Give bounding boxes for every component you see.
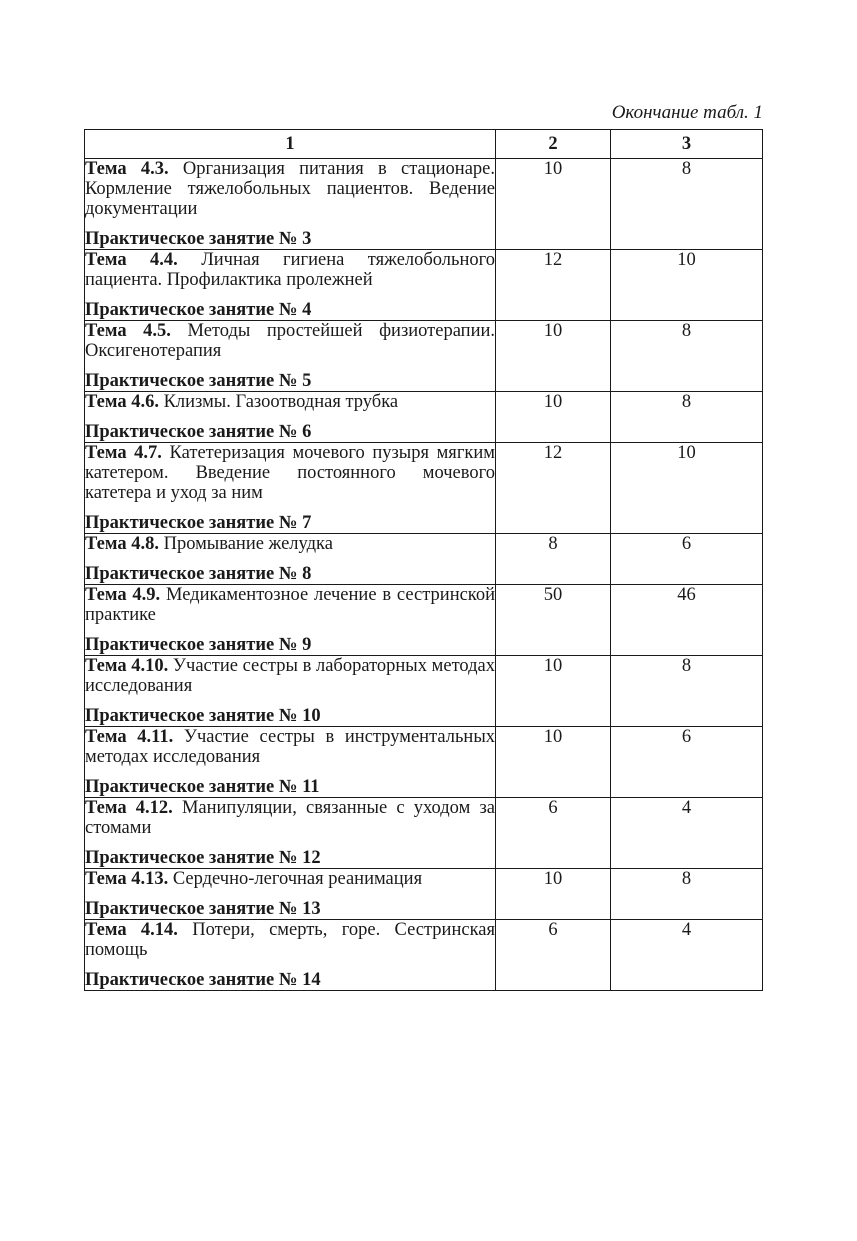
topic-description — [85, 727, 495, 767]
topic-label: Тема 4.6. — [85, 392, 159, 412]
topic-cell — [85, 392, 496, 443]
topic-cell — [85, 321, 496, 392]
topic-label: Тема 4.5. — [85, 321, 171, 341]
practice-session-label: Практическое занятие № 5 — [85, 371, 312, 391]
hours-col-3: 46 — [611, 585, 763, 656]
hours-col-2: 10 — [496, 869, 611, 920]
topic-label: Тема 4.8. — [85, 534, 159, 554]
topic-cell — [85, 443, 496, 534]
hours-col-3: 6 — [611, 727, 763, 798]
practice-session-label: Практическое занятие № 6 — [85, 422, 312, 442]
table-row — [85, 392, 763, 443]
hours-col-3: 10 — [611, 250, 763, 321]
hours-col-2: 10 — [496, 321, 611, 392]
topic-description — [85, 443, 495, 503]
header-col-1: 1 — [85, 130, 496, 159]
curriculum-table — [84, 129, 763, 991]
topic-cell — [85, 585, 496, 656]
topic-title: Методы простейшей физиотерапии. Оксигенотерапия — [85, 321, 496, 361]
table-row — [85, 727, 763, 798]
topic-label: Тема 4.3. — [85, 159, 169, 179]
hours-col-3: 8 — [611, 321, 763, 392]
hours-col-2: 6 — [496, 798, 611, 869]
hours-col-2: 10 — [496, 727, 611, 798]
topic-title: Организация питания в стационаре. Кормление тяжелобольных пациентов. Ведение документации — [85, 159, 496, 219]
hours-col-2: 10 — [496, 392, 611, 443]
topic-description — [85, 585, 495, 625]
topic-cell — [85, 159, 496, 250]
table-row — [85, 920, 763, 991]
hours-col-3: 8 — [611, 656, 763, 727]
topic-description — [85, 392, 495, 412]
table-row — [85, 798, 763, 869]
topic-description — [85, 159, 495, 219]
hours-col-3: 8 — [611, 392, 763, 443]
header-col-2: 2 — [496, 130, 611, 159]
topic-title: Катетеризация мочевого пузыря мягким катетером. Введение постоянного мочевого катетера и уход за ним — [85, 443, 495, 503]
table-row — [85, 159, 763, 250]
hours-col-2: 12 — [496, 250, 611, 321]
topic-label: Тема 4.13. — [85, 869, 169, 889]
practice-session-label: Практическое занятие № 7 — [85, 513, 312, 533]
hours-col-2: 8 — [496, 534, 611, 585]
table-caption: Окончание табл. 1 — [611, 102, 763, 123]
topic-cell — [85, 656, 496, 727]
hours-col-2: 50 — [496, 585, 611, 656]
topic-title: Участие сестры в лабораторных методах исследования — [85, 656, 496, 696]
topic-label: Тема 4.7. — [85, 443, 162, 463]
practice-session-label: Практическое занятие № 9 — [85, 635, 312, 655]
table-row — [85, 321, 763, 392]
topic-label: Тема 4.9. — [85, 585, 161, 605]
hours-col-3: 8 — [611, 159, 763, 250]
topic-description — [85, 321, 495, 361]
topic-cell — [85, 250, 496, 321]
hours-col-2: 12 — [496, 443, 611, 534]
header-row — [85, 130, 763, 159]
hours-col-2: 10 — [496, 159, 611, 250]
practice-session-label: Практическое занятие № 4 — [85, 300, 312, 320]
topic-label: Тема 4.12. — [85, 798, 173, 818]
topic-title: Медикаментозное лечение в сестринской практике — [85, 585, 496, 625]
hours-col-3: 10 — [611, 443, 763, 534]
table-row — [85, 656, 763, 727]
topic-title: Участие сестры в инструментальных методах исследования — [85, 727, 495, 767]
hours-col-3: 8 — [611, 869, 763, 920]
topic-description — [85, 920, 495, 960]
topic-description — [85, 798, 495, 838]
topic-label: Тема 4.4. — [85, 250, 178, 270]
header-col-3: 3 — [611, 130, 763, 159]
hours-col-3: 6 — [611, 534, 763, 585]
practice-session-label: Практическое занятие № 10 — [85, 706, 321, 726]
practice-session-label: Практическое занятие № 12 — [85, 848, 321, 868]
practice-session-label: Практическое занятие № 8 — [85, 564, 312, 584]
topic-cell — [85, 534, 496, 585]
topic-title: Сердечно-легочная реанимация — [172, 869, 423, 889]
topic-label: Тема 4.14. — [85, 920, 178, 940]
table-row — [85, 250, 763, 321]
table-row — [85, 443, 763, 534]
table-row — [85, 869, 763, 920]
hours-col-3: 4 — [611, 920, 763, 991]
topic-cell — [85, 920, 496, 991]
topic-cell — [85, 798, 496, 869]
practice-session-label: Практическое занятие № 11 — [85, 777, 320, 797]
topic-description — [85, 656, 495, 696]
topic-title: Потери, смерть, горе. Сестринская помощь — [85, 920, 495, 960]
topic-title: Манипуляции, связанные с уходом за стомами — [85, 798, 495, 838]
topic-title: Личная гигиена тяжелобольного пациента. Профилактика пролежней — [85, 250, 496, 290]
topic-label: Тема 4.10. — [85, 656, 169, 676]
topic-description — [85, 250, 495, 290]
topic-cell — [85, 869, 496, 920]
topic-title: Промывание желудка — [163, 534, 333, 554]
topic-description — [85, 869, 495, 889]
practice-session-label: Практическое занятие № 3 — [85, 229, 312, 249]
practice-session-label: Практическое занятие № 13 — [85, 899, 321, 919]
table-row — [85, 585, 763, 656]
hours-col-2: 10 — [496, 656, 611, 727]
topic-label: Тема 4.11. — [85, 727, 174, 747]
table-row — [85, 534, 763, 585]
hours-col-2: 6 — [496, 920, 611, 991]
topic-cell — [85, 727, 496, 798]
hours-col-3: 4 — [611, 798, 763, 869]
topic-description — [85, 534, 495, 554]
practice-session-label: Практическое занятие № 14 — [85, 970, 321, 990]
topic-title: Клизмы. Газоотводная трубка — [163, 392, 399, 412]
